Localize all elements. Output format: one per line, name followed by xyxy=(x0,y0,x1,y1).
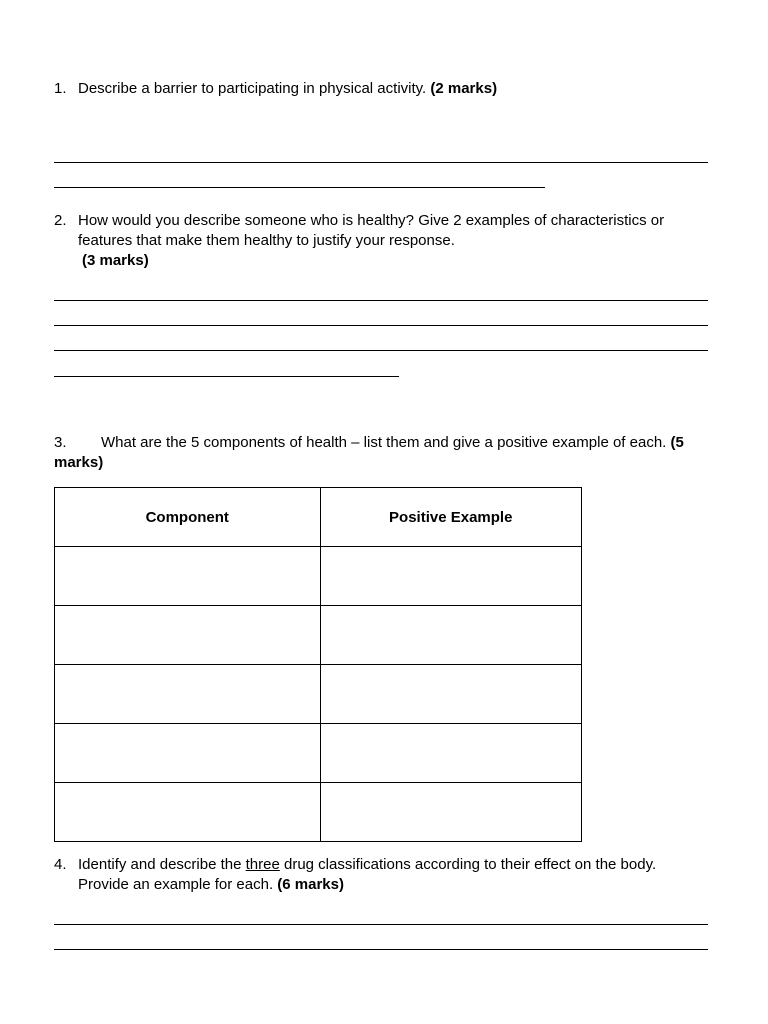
table-row xyxy=(55,665,582,724)
component-cell[interactable] xyxy=(55,606,321,665)
answer-line[interactable] xyxy=(54,949,708,950)
positive-example-cell[interactable] xyxy=(320,665,581,724)
positive-example-cell[interactable] xyxy=(320,606,581,665)
answer-line[interactable] xyxy=(54,376,399,377)
answer-line[interactable] xyxy=(54,350,708,351)
question-2-marks xyxy=(82,251,149,271)
table-row xyxy=(55,724,582,783)
component-cell[interactable] xyxy=(55,783,321,842)
answer-line[interactable] xyxy=(54,300,708,301)
question-1-text xyxy=(78,79,497,99)
question-4-underlined-word: three xyxy=(245,856,280,873)
table-row xyxy=(55,606,582,665)
question-2-number: 2. xyxy=(54,212,67,229)
question-3-marks-line xyxy=(54,453,103,473)
question-4-text-line-2 xyxy=(78,875,344,895)
answer-line[interactable] xyxy=(54,187,545,188)
question-3-marks-part-1: (5 xyxy=(670,434,684,451)
question-4-number: 4. xyxy=(54,856,67,873)
components-table xyxy=(54,487,582,842)
question-4-marks: (6 marks) xyxy=(277,876,344,893)
question-4-prompt-end: drug classifications according to their effect on the body. xyxy=(279,856,657,873)
question-1-number: 1. xyxy=(54,80,67,97)
question-1-prompt: Describe a barrier to participating in physical activity. xyxy=(78,80,431,97)
component-header: Component xyxy=(55,488,321,547)
question-4-prompt-start: Identify and describe the xyxy=(78,856,246,873)
positive-example-header: Positive Example xyxy=(320,488,581,547)
question-3-text xyxy=(101,433,684,453)
answer-line[interactable] xyxy=(54,924,708,925)
positive-example-cell[interactable] xyxy=(320,724,581,783)
question-3-prompt: What are the 5 components of health – list them and give a positive example of each. xyxy=(101,434,671,451)
question-2-marks-label: (3 marks) xyxy=(82,252,149,269)
positive-example-cell[interactable] xyxy=(320,547,581,606)
question-4-prompt-line-2: Provide an example for each. xyxy=(78,876,278,893)
question-4-text-line-1 xyxy=(78,855,656,875)
answer-line[interactable] xyxy=(54,325,708,326)
answer-line[interactable] xyxy=(54,162,708,163)
table-row xyxy=(55,783,582,842)
table-header-row xyxy=(55,488,582,547)
question-2-text-line-2: features that make them healthy to justify your response. xyxy=(78,232,455,249)
component-cell[interactable] xyxy=(55,724,321,783)
table-row xyxy=(55,547,582,606)
component-cell[interactable] xyxy=(55,665,321,724)
question-3-marks-part-2: marks) xyxy=(54,454,104,471)
question-1-marks: (2 marks) xyxy=(430,80,498,97)
question-2-text-line-1: How would you describe someone who is healthy? Give 2 examples of characteristics or xyxy=(78,212,665,229)
component-cell[interactable] xyxy=(55,547,321,606)
positive-example-cell[interactable] xyxy=(320,783,581,842)
question-3-number: 3. xyxy=(54,434,67,451)
